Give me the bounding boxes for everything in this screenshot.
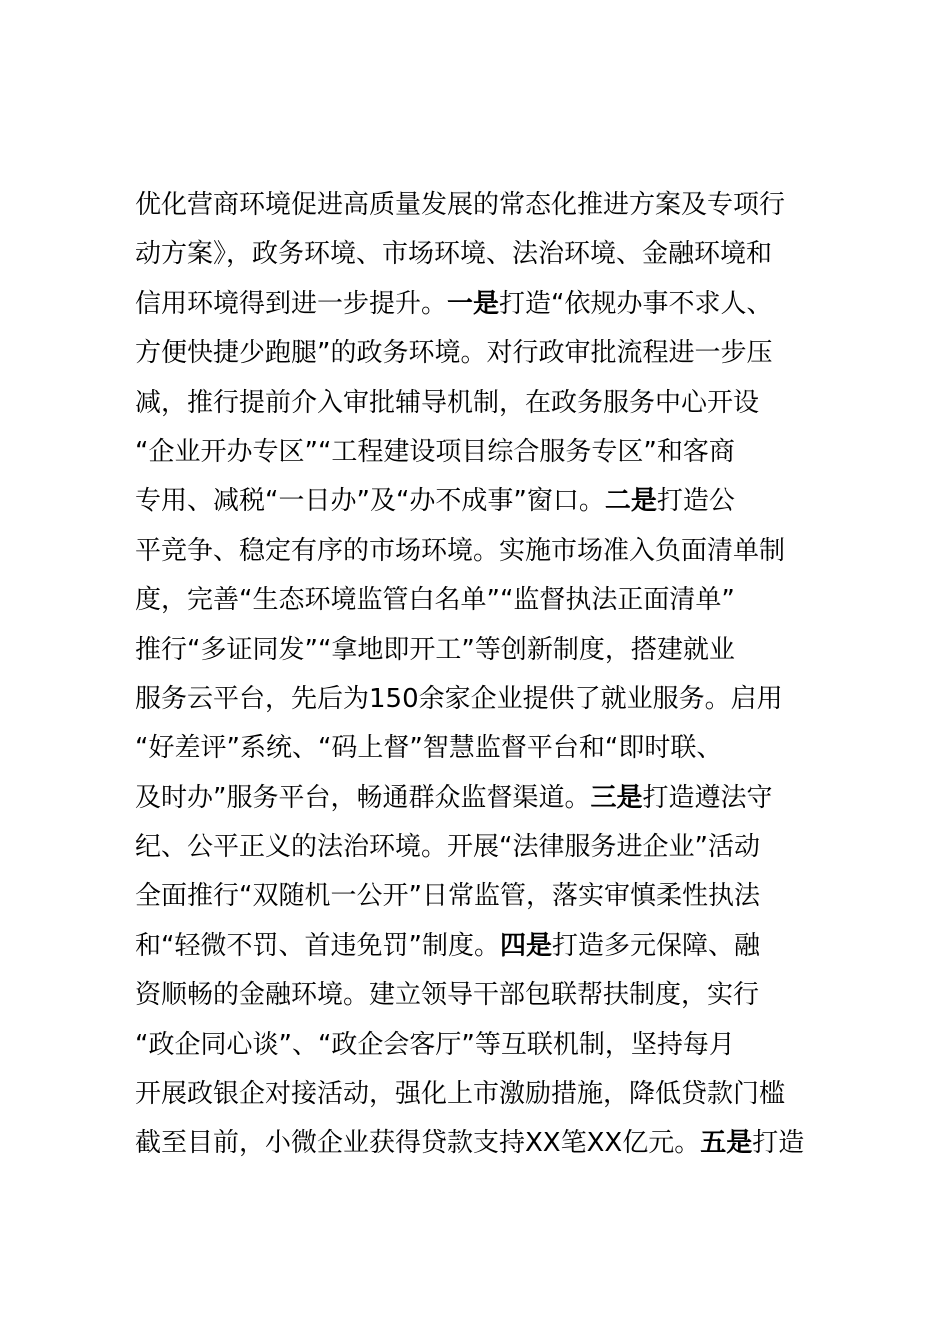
text-run: 截至目前，小微企业获得贷款支持XX笔XX亿元。 xyxy=(135,1128,701,1159)
text-run: 和“轻微不罚、首违免罚”制度。 xyxy=(135,930,500,961)
text-run: 动方案》，政务环境、市场环境、法治环境、金融环境和 xyxy=(135,239,773,270)
text-run: 服务云平台，先后为150余家企业提供了就业服务。启用 xyxy=(135,683,783,714)
text-line xyxy=(135,527,855,576)
text-line xyxy=(135,1070,855,1119)
text-line xyxy=(135,230,855,279)
text-line xyxy=(135,823,855,872)
bold-lead-phrase: 三是 xyxy=(590,782,643,813)
text-run: “政企同心谈”、“政企会客厅”等互联机制，坚持每月 xyxy=(135,1029,735,1060)
text-run: 打造 xyxy=(752,1128,805,1159)
text-line xyxy=(135,872,855,921)
text-run: 开展政银企对接活动，强化上市激励措施，降低贷款门槛 xyxy=(135,1079,786,1110)
text-run: 推行“多证同发”“拿地即开工”等创新制度，搭建就业 xyxy=(135,634,735,665)
text-line xyxy=(135,922,855,971)
text-line xyxy=(135,379,855,428)
text-run: 打造“依规办事不求人、 xyxy=(499,288,773,319)
body-paragraph xyxy=(135,181,855,1169)
text-run: “好差评”系统、“码上督”智慧监督平台和“即时联、 xyxy=(135,733,723,764)
text-line xyxy=(135,428,855,477)
text-run: 优化营商环境促进高质量发展的常态化推进方案及专项行 xyxy=(135,190,786,220)
text-run: 平竞争、稳定有序的市场环境。实施市场准入负面清单制 xyxy=(135,535,786,566)
text-line xyxy=(135,971,855,1020)
text-run: 专用、减税“一日办”及“办不成事”窗口。 xyxy=(135,486,605,517)
text-run: 减，推行提前介入审批辅导机制，在政务服务中心开设 xyxy=(135,387,760,418)
text-run: 打造公 xyxy=(656,486,735,517)
text-line xyxy=(135,626,855,675)
text-line xyxy=(135,181,855,230)
bold-lead-phrase: 一是 xyxy=(447,288,500,319)
text-run: 纪、公平正义的法治环境。开展“法律服务进企业”活动 xyxy=(135,832,760,863)
bold-lead-phrase: 二是 xyxy=(604,486,657,517)
text-line xyxy=(135,724,855,773)
text-line xyxy=(135,675,855,724)
text-run: 全面推行“双随机一公开”日常监管，落实审慎柔性执法 xyxy=(135,881,760,912)
text-line xyxy=(135,477,855,526)
bold-lead-phrase: 四是 xyxy=(499,930,552,961)
text-line xyxy=(135,774,855,823)
text-line xyxy=(135,280,855,329)
text-run: 资顺畅的金融环境。建立领导干部包联帮扶制度，实行 xyxy=(135,980,760,1011)
text-run: 打造遵法守 xyxy=(642,782,773,813)
text-run: 度，完善“生态环境监管白名单”“监督执法正面清单” xyxy=(135,585,735,616)
bold-lead-phrase: 五是 xyxy=(700,1128,753,1159)
text-line xyxy=(135,1119,855,1168)
text-line xyxy=(135,1021,855,1070)
text-run: 及时办”服务平台，畅通群众监督渠道。 xyxy=(135,782,591,813)
text-line xyxy=(135,329,855,378)
text-line xyxy=(135,576,855,625)
text-run: 打造多元保障、融 xyxy=(551,930,760,961)
text-run: “企业开办专区”“工程建设项目综合服务专区”和客商 xyxy=(135,436,735,467)
text-run: 方便快捷少跑腿”的政务环境。对行政审批流程进一步压 xyxy=(135,338,773,369)
text-run: 信用环境得到进一步提升。 xyxy=(135,288,448,319)
